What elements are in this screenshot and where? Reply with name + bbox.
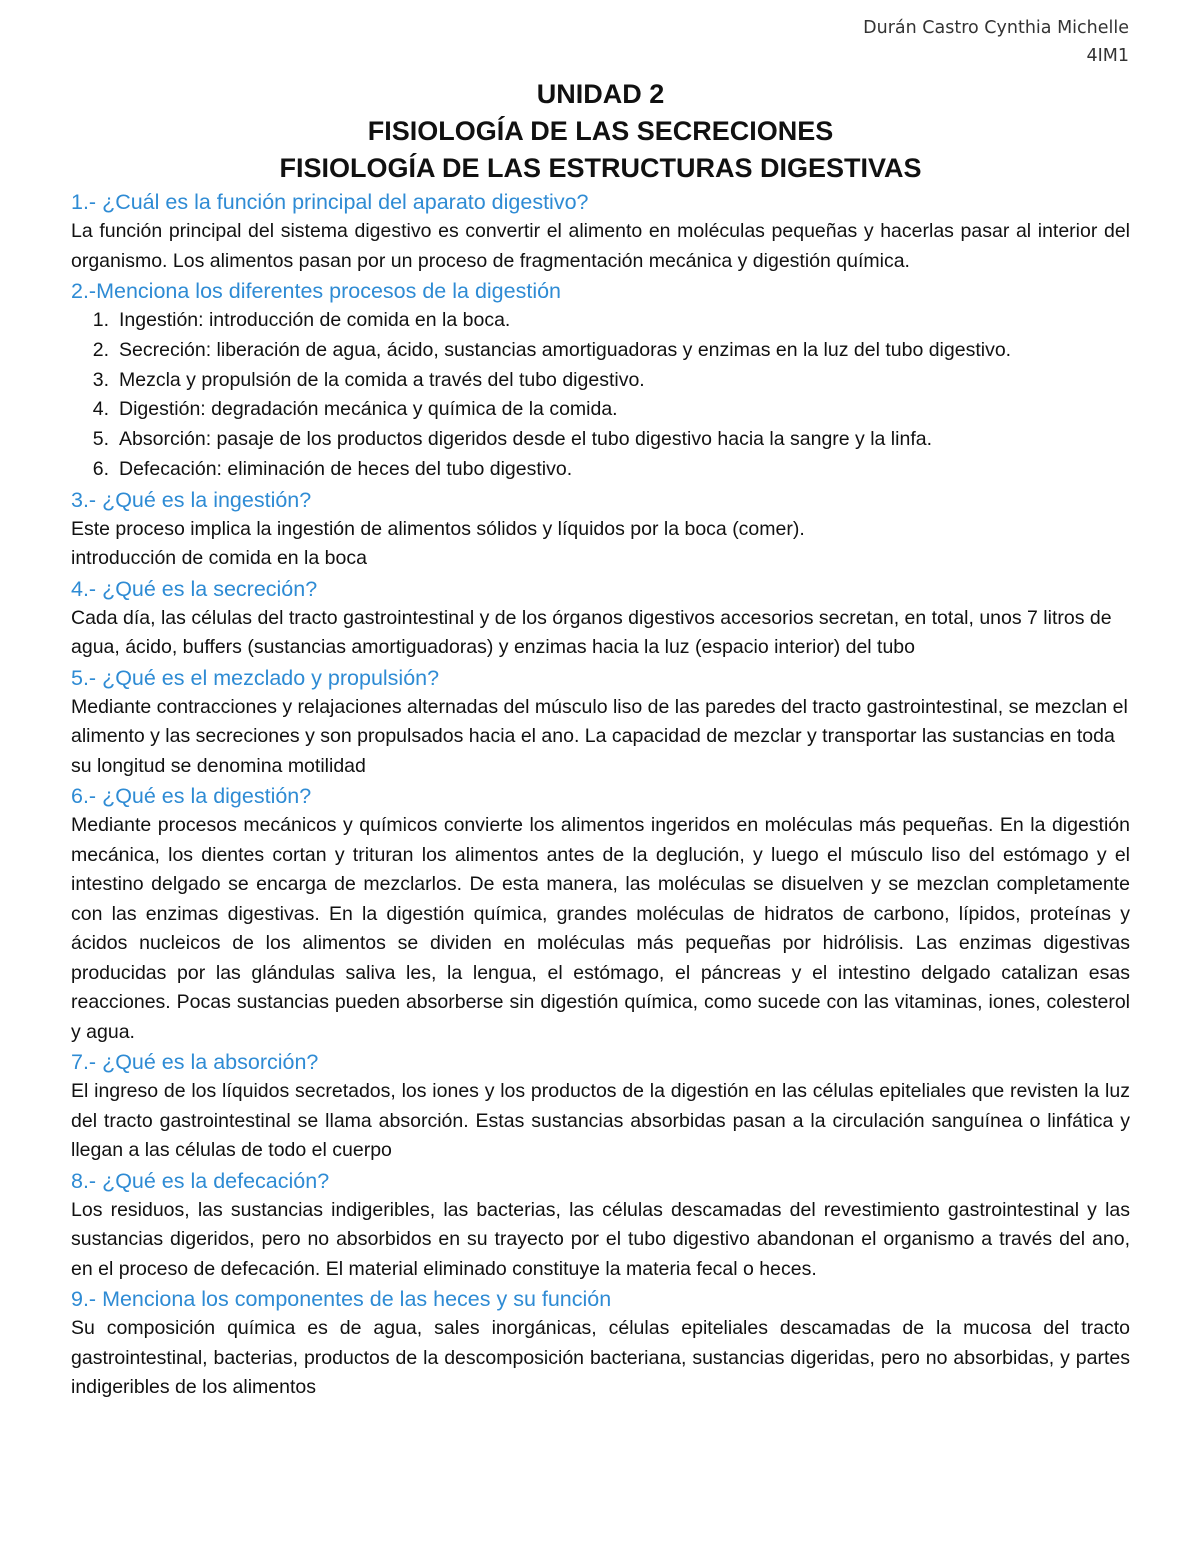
list-text: Secreción: liberación de agua, ácido, sustancias amortiguadoras y enzimas en la luz del tubo digestivo. xyxy=(119,338,1012,361)
title-block xyxy=(71,76,1130,187)
question-5 xyxy=(71,663,1130,782)
question-2 xyxy=(71,276,1130,485)
question-9 xyxy=(71,1284,1130,1403)
subtitle-secretions: FISIOLOGÍA DE LAS SECRECIONES xyxy=(367,116,834,146)
question-heading: 5.- ¿Qué es el mezclado y propulsión? xyxy=(71,665,440,690)
subtitle-digestive-structures: FISIOLOGÍA DE LAS ESTRUCTURAS DIGESTIVAS xyxy=(279,153,922,183)
question-heading: 4.- ¿Qué es la secreción? xyxy=(71,576,318,601)
question-heading: 2.-Menciona los diferentes procesos de la digestión xyxy=(71,279,562,303)
list-item xyxy=(71,336,1130,366)
answer-text: Su composición química es de agua, sales inorgánicas, células epiteliales descamadas de la mucosa del tracto gastrointestinal, bacterias, productos de la descomposición bacteriana, sustancias digeridas, pero no absorbidas, y partes indigeribles de los alimentos xyxy=(71,1317,1130,1399)
question-7 xyxy=(71,1047,1130,1166)
answer-text: El ingreso de los líquidos secretados, los iones y los productos de la digestión en las células epiteliales que revisten la luz del tracto gastrointestinal se llama absorción. Estas sustancias absorbidas pasan a la circulación sanguínea o linfática y llegan a las células de todo el cuerpo xyxy=(71,1080,1130,1162)
question-1 xyxy=(71,187,1130,276)
list-number: 4. xyxy=(92,398,109,421)
list-number: 3. xyxy=(92,368,109,391)
list-item xyxy=(71,395,1130,425)
list-item xyxy=(71,455,1130,485)
list-item xyxy=(71,425,1130,455)
list-number: 5. xyxy=(92,428,109,451)
answer-text: Los residuos, las sustancias indigeribles, las bacterias, las células descamadas del revestimiento gastrointestinal y las sustancias digeridos, pero no absorbidos en su trayecto por el tubo digestivo abandonan el organismo a través del ano, en el proceso de defecación. El material eliminado constituye la materia fecal o heces. xyxy=(71,1198,1130,1280)
list-item xyxy=(71,366,1130,396)
list-text: Mezcla y propulsión de la comida a través del tubo digestivo. xyxy=(119,368,645,391)
group-code: 4IM1 xyxy=(1086,46,1129,66)
author-name: Durán Castro Cynthia Michelle xyxy=(863,18,1129,38)
list-text: Ingestión: introducción de comida en la boca. xyxy=(119,309,511,331)
answer-text: Mediante contracciones y relajaciones alternadas del músculo liso de las paredes del tracto gastrointestinal, se mezclan el alimento y las secreciones y son propulsados hacia el ano. La capacidad de mezclar y transportar las sustancias en toda su longitud se denomina motilidad xyxy=(71,695,1128,777)
question-heading: 7.- ¿Qué es la absorción? xyxy=(71,1050,319,1075)
list-number: 6. xyxy=(92,457,109,480)
answer-text: Mediante procesos mecánicos y químicos convierte los alimentos ingeridos en moléculas más pequeñas. En la digestión mecánica, los dientes cortan y trituran los alimentos antes de la deglución, y luego el músculo liso del estómago y el intestino delgado se encarga de mezclarlos. De esta manera, las moléculas se disuelven y se mezclan completamente con las enzimas digestivas. En la digestión química, grandes moléculas de hidratos de carbono, lípidos, proteínas y ácidos nucleicos de los alimentos se dividen en moléculas más pequeñas por hidrólisis. Las enzimas digestivas producidas por las glándulas saliva les, la lengua, el estómago, el páncreas y el intestino delgado catalizan esas reacciones. Pocas sustancias pueden absorberse sin digestión química, como sucede con las vitaminas, iones, colesterol y agua. xyxy=(71,814,1130,1043)
answer-text: Cada día, las células del tracto gastrointestinal y de los órganos digestivos accesorios secretan, en total, unos 7 litros de agua, ácido, buffers (sustancias amortiguadoras) y enzimas hacia la luz (espacio interior) del tubo xyxy=(71,606,1112,659)
question-heading: 6.- ¿Qué es la digestión? xyxy=(71,784,312,809)
question-heading: 9.- Menciona los componentes de las heces y su función xyxy=(71,1287,612,1312)
question-8 xyxy=(71,1166,1130,1285)
question-heading: 1.- ¿Cuál es la función principal del aparato digestivo? xyxy=(71,190,589,214)
answer-text: Este proceso implica la ingestión de alimentos sólidos y líquidos por la boca (comer). xyxy=(71,517,805,540)
answer-text: La función principal del sistema digestivo es convertir el alimento en moléculas pequeñas y hacerlas pasar al interior del organismo. Los alimentos pasan por un proceso de fragmentación mecánica y digestión química. xyxy=(71,220,1130,272)
list-item xyxy=(71,306,1130,336)
question-3 xyxy=(71,485,1130,574)
question-4 xyxy=(71,574,1130,663)
list-number: 2. xyxy=(92,338,109,361)
question-heading: 8.- ¿Qué es la defecación? xyxy=(71,1168,330,1193)
page-header xyxy=(71,14,1129,70)
list-text: Defecación: eliminación de heces del tubo digestivo. xyxy=(119,457,573,480)
list-text: Digestión: degradación mecánica y química de la comida. xyxy=(119,398,618,421)
digestion-process-list xyxy=(71,306,1130,485)
list-text: Absorción: pasaje de los productos digeridos desde el tubo digestivo hacia la sangre y la linfa. xyxy=(119,428,933,451)
question-heading: 3.- ¿Qué es la ingestión? xyxy=(71,487,312,512)
question-6 xyxy=(71,781,1130,1047)
unit-title: UNIDAD 2 xyxy=(536,79,665,109)
list-number: 1. xyxy=(92,309,109,331)
answer-text-extra: introducción de comida en la boca xyxy=(71,547,367,570)
